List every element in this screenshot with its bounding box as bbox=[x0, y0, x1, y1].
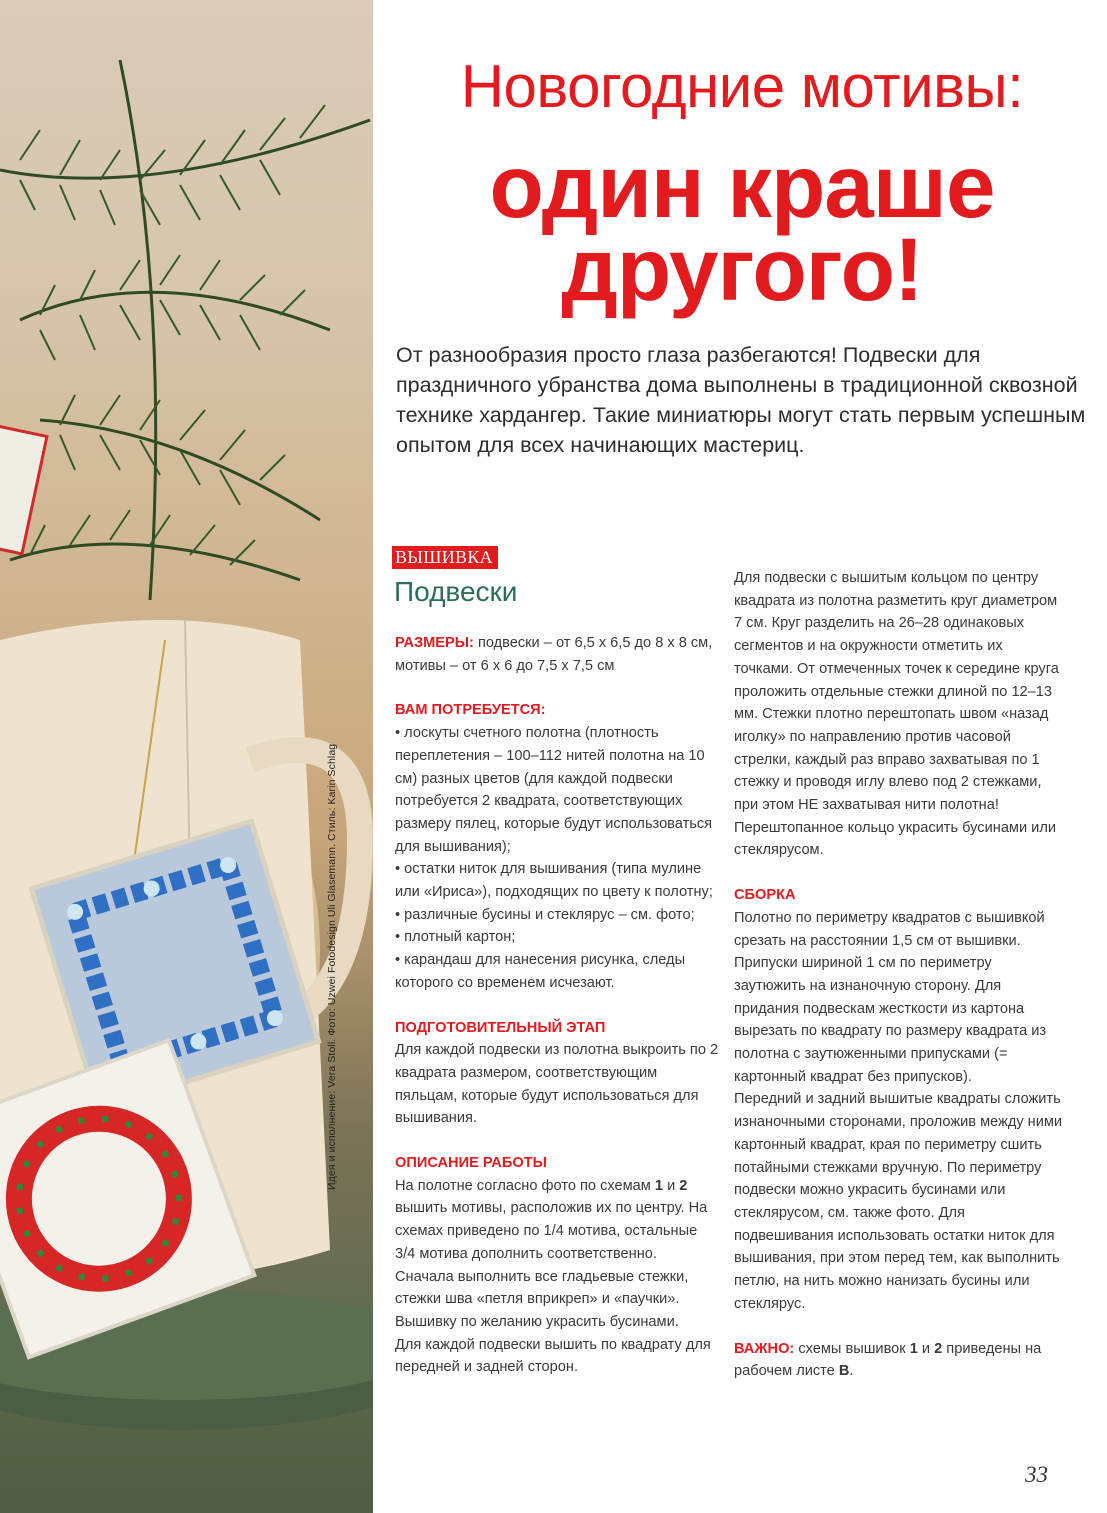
needs-item: • различные бусины и стеклярус – см. фото; bbox=[395, 906, 695, 923]
assembly-paragraph-1: Полотно по периметру квадратов с вышивкой срезать на расстоянии 1,5 см от вышивки. Припуски шириной 1 см по периметру заутюжить на изнаночную сторону. Для придания подвескам жесткости из картона вырезать по квадрату по размеру квадрата из полотна с заутюженными припусками (= картонный квадрат без припусков). bbox=[734, 909, 1047, 1085]
important-label: ВАЖНО: bbox=[734, 1340, 795, 1357]
title-line-1: Новогодние мотивы: bbox=[460, 53, 1024, 120]
hero-photo bbox=[0, 0, 373, 1513]
needs-item: • плотный картон; bbox=[395, 929, 516, 946]
sizes-text: подвески – от 6,5 х 6,5 до 8 х 8 см, мотивы – от 6 х 6 до 7,5 х 7,5 см bbox=[395, 635, 713, 674]
desc-heading: ОПИСАНИЕ РАБОТЫ bbox=[395, 1155, 547, 1172]
title-line-3: другого! bbox=[561, 219, 923, 319]
important-text: и bbox=[917, 1340, 935, 1357]
sheet-letter: В bbox=[838, 1363, 850, 1380]
needs-heading: ВАМ ПОТРЕБУЕТСЯ: bbox=[395, 702, 546, 719]
scheme-number: 1 bbox=[654, 1177, 664, 1194]
important-text: . bbox=[849, 1363, 854, 1380]
column-left bbox=[395, 632, 720, 1379]
column-right bbox=[734, 567, 1064, 1383]
desc-text: вышить мотивы, расположив их по центру. На схемах приведено по 1/4 мотива, остальные 3/4 мотива дополнить соответственно. bbox=[395, 1200, 708, 1262]
section-tag: ВЫШИВКА bbox=[392, 546, 498, 569]
scheme-number: 1 bbox=[909, 1340, 918, 1357]
important-text: схемы вышивок bbox=[794, 1340, 910, 1357]
desc-paragraph-1 bbox=[395, 1175, 720, 1266]
page-number: 33 bbox=[1025, 1462, 1048, 1487]
sizes-paragraph bbox=[395, 632, 720, 677]
important-note bbox=[734, 1338, 1064, 1383]
desc-paragraph-2: Сначала выполнить все гладьевые стежки, стежки шва «петля вприкреп» и «паучки». Вышивку по желанию украсить бусинами. bbox=[395, 1268, 689, 1330]
needs-item: • карандаш для нанесения рисунка, следы которого со временем исчезают. bbox=[395, 952, 686, 991]
title-line-2: один краше bbox=[489, 136, 995, 236]
section-subtitle: Подвески bbox=[394, 576, 518, 607]
photo-illustration bbox=[0, 0, 373, 1513]
desc-text: На полотне согласно фото по схемам bbox=[395, 1177, 655, 1194]
photo-credit: Идея и исполнение: Vera Stoll. Фото: Uzwei Fotodesign Uli Glasemann. Стиль: Karin Schlag bbox=[326, 743, 338, 1190]
ring-paragraph: Для подвески с вышитым кольцом по центру квадрата из полотна разметить круг диаметром 7 см. Круг разделить на 26–28 одинаковых сегментов и на окружности отметить их точками. От отмеченных точек к середине круга проложить отдельные стежки длиной по 12–13 мм. Стежки плотно перештопать швом «назад иголку» по направлению против часовой стрелки, каждый раз вправо захватывая по 1 стежку и проводя иглу влево под 2 стежками, при этом НЕ захватывая нити полотна! Перештопанное кольцо украсить бусинами или стеклярусом. bbox=[734, 570, 1059, 859]
lead-paragraph: От разнообразия просто глаза разбегаются! Подвески для праздничного убранства дома выполнены в традиционной сквозной технике хардангер. Такие миниатюры могут стать первым успешным опытом для всех начинающих мастериц. bbox=[396, 343, 1086, 457]
needs-item: • лоскуты счетного полотна (плотность переплетения – 100–112 нитей полотна на 10 см) разных цветов (для каждой подвески потребуется 2 квадрата, соответствующих размеру пялец, которые будут использоваться для вышивания); bbox=[395, 725, 713, 855]
title-main bbox=[392, 136, 1092, 319]
scheme-number: 2 bbox=[934, 1340, 943, 1357]
assembly-heading: СБОРКА bbox=[734, 887, 796, 904]
important-text: приведены на рабочем листе bbox=[734, 1340, 1042, 1380]
sizes-label: РАЗМЕРЫ: bbox=[395, 635, 474, 651]
desc-text: и bbox=[663, 1177, 680, 1194]
assembly-paragraph-2: Передний и задний вышитые квадраты сложить изнаночными сторонами, проложив между ними картонный квадрат, края по периметру сшить потайными стежками вручную. По периметру подвески можно украсить бусинами или стеклярусом, см. также фото. Для подвешивания использовать остатки ниток для вышивания, при этом перед тем, как выполнить петлю, на нить можно нанизать бусины или стеклярус. bbox=[734, 1091, 1063, 1312]
scheme-number: 2 bbox=[679, 1177, 688, 1194]
needs-item: • остатки ниток для вышивания (типа мулине или «Ириса»), подходящих по цвету к полотну; bbox=[395, 861, 713, 901]
prep-text: Для каждой подвески из полотна выкроить по 2 квадрата размером, соответствующим пяльцам, которые будут использоваться для вышивания. bbox=[395, 1042, 719, 1127]
desc-paragraph-3: Для каждой подвески вышить по квадрату для передней и задней сторон. bbox=[395, 1336, 711, 1376]
prep-heading: ПОДГОТОВИТЕЛЬНЫЙ ЭТАП bbox=[395, 1019, 606, 1036]
